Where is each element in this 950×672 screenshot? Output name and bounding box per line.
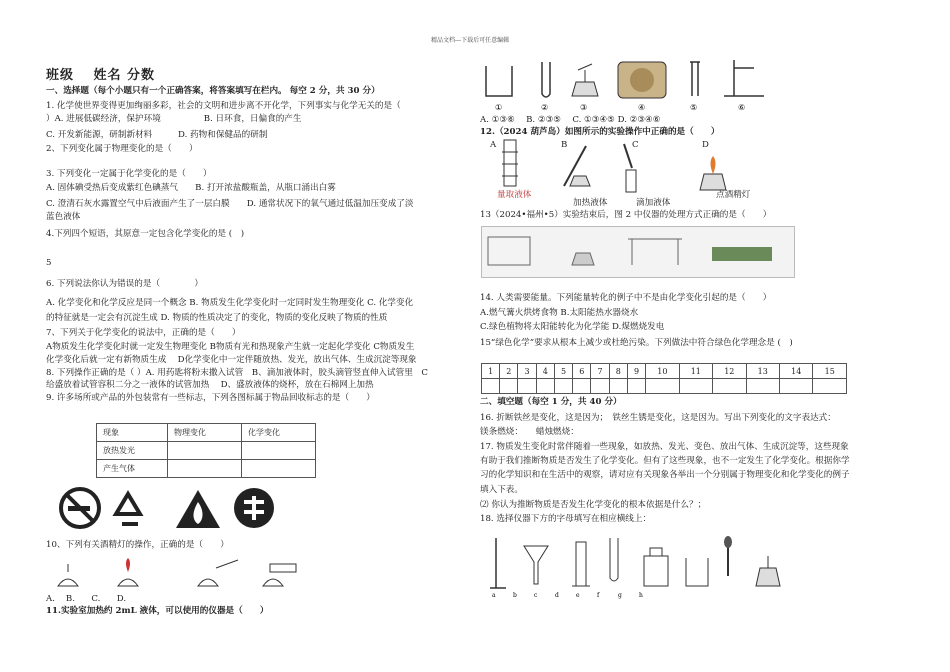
sign-icons	[58, 486, 278, 532]
answer-cell[interactable]	[591, 379, 609, 394]
dropper-icon	[624, 144, 636, 192]
q12-caption-d: 点酒精灯	[716, 190, 751, 200]
graduated-cylinder-icon	[502, 140, 518, 186]
fig-label: ⑤	[690, 103, 698, 112]
answer-num: 3	[518, 364, 536, 379]
apparatus-letter: g	[618, 592, 622, 599]
option-c[interactable]: C.	[91, 594, 101, 604]
table-header: 化学变化	[242, 424, 316, 442]
answer-num: 12	[713, 364, 746, 379]
funnel-icon	[524, 546, 548, 584]
option-a[interactable]: A.	[46, 594, 55, 604]
answer-cell[interactable]	[609, 379, 627, 394]
answer-num: 13	[746, 364, 779, 379]
q8-options-b: 给盛放着试管容积二分之一液体的试管加热 D、盛放液体的烧杯，放在石棉网上加热	[46, 380, 374, 390]
q2: 2、下列变化属于物理变化的是（ ）	[46, 144, 198, 154]
test-tube-holder-icon	[690, 62, 700, 96]
alcohol-lamp-figures	[48, 554, 318, 594]
answer-cell[interactable]	[482, 379, 500, 394]
apparatus-letter: f	[597, 592, 600, 599]
q6: 6. 下列说法你认为错误的是（ ）	[46, 279, 204, 289]
beaker-icon	[486, 66, 512, 96]
q7-options-a: A物质发生化学变化时就一定发生物理变化 B物质有光和热现象产生就一定起化学变化 C物质发生	[46, 342, 415, 352]
table-cell[interactable]	[242, 442, 316, 460]
iron-stand-icon	[724, 60, 764, 96]
table-cell[interactable]	[168, 460, 242, 478]
lab-apparatus-row	[478, 56, 778, 112]
heating-tube-icon	[564, 146, 590, 186]
q14-options-ab: A.燃气篝火烘烤食物 B.太阳能热水器烧水	[480, 308, 639, 318]
fig-label: ①	[495, 103, 503, 112]
answer-cell[interactable]	[713, 379, 746, 394]
q1-options-cd: C. 开发新能源，研制新材料 D. 药物和保健品的研制	[46, 130, 268, 140]
q17-d: 填入下表。	[480, 485, 523, 495]
q1: 1. 化学使世界变得更加绚丽多彩，社会的文明和进步离不开化学，下列事实与化学无关的是（	[46, 101, 401, 111]
q12-letter-a: A	[490, 140, 497, 150]
answer-num: 2	[500, 364, 518, 379]
option-d[interactable]: D.	[116, 594, 127, 604]
q10-options	[46, 594, 186, 605]
no-smoking-icon	[61, 489, 99, 527]
answer-num: 6	[573, 364, 591, 379]
q12-letter-d: D	[702, 140, 709, 150]
answer-cell[interactable]	[518, 379, 536, 394]
answer-num: 14	[779, 364, 812, 379]
recycle-icon	[116, 494, 140, 524]
q3: 3. 下列变化一定属于化学变化的是（ ）	[46, 169, 212, 179]
lamp-icon	[118, 558, 138, 586]
q3-options-ab: A. 固体碘受热后变成紫红色碘蒸气 B. 打开浓盐酸瓶盖，从瓶口涌出白雾	[46, 183, 336, 193]
fig-label: ⑥	[738, 103, 746, 112]
observation-table	[96, 423, 316, 478]
q3-option-d-cont: 蓝色液体	[46, 212, 81, 222]
answer-cell[interactable]	[646, 379, 679, 394]
water-save-icon	[234, 488, 274, 528]
answer-cell[interactable]	[500, 379, 518, 394]
q11: 11.实验室加热约 2mL 液体，可以使用的仪器是（ ）	[46, 606, 269, 616]
answer-num: 8	[609, 364, 627, 379]
q9: 9. 许多场所或产品的外包装常有一些标志，下列各图标属于物品回收标志的是（ ）	[46, 393, 375, 403]
page-header: 精品文档---下载后可任意编辑	[431, 37, 510, 44]
alcohol-lamp-icon	[756, 556, 780, 586]
answer-cell[interactable]	[813, 379, 847, 394]
q8: 8. 下列操作正确的是（ ）A. 用药匙将粉末撒入试管 B、滴加液体时，胶头滴管竖直伸入试管里 C	[46, 368, 428, 378]
apparatus-letter: h	[639, 592, 643, 599]
answer-num: 4	[536, 364, 554, 379]
q15: 15“绿色化学”要求从根本上减少或杜绝污染。下列做法中符合绿色化学理念是 ( )	[480, 338, 793, 348]
option-b[interactable]: B.	[65, 594, 75, 604]
q18: 18. 选择仪器下方的字母填写在相应横线上：	[480, 514, 652, 524]
answer-cell[interactable]	[536, 379, 554, 394]
answer-cell[interactable]	[627, 379, 645, 394]
fig-label: ④	[638, 103, 646, 112]
asbestos-gauze-icon	[618, 62, 666, 98]
lamp-icon	[263, 564, 296, 586]
table-header: 现象	[97, 424, 168, 442]
apparatus-letter: d	[555, 592, 559, 599]
q16-b: 镁条燃烧： 蜡烛燃烧：	[480, 427, 579, 437]
answer-cell[interactable]	[746, 379, 779, 394]
figure-2-image	[481, 226, 795, 278]
q14: 14. 人类需要能量。下列能量转化的例子中不是由化学变化引起的是（ ）	[480, 293, 772, 303]
q17-c: 习的化学知识和在生活中的观察，请对应有关现象各举出一个分别属于物理变化和化学变化的例子	[480, 470, 850, 480]
section2-heading: 二、填空题（每空 1 分，共 40 分）	[480, 397, 622, 407]
test-tube-icon	[542, 62, 550, 97]
q12-letter-b: B	[561, 140, 568, 150]
q5: 5	[46, 258, 52, 268]
answer-num: 7	[591, 364, 609, 379]
answer-num: 15	[813, 364, 847, 379]
q6-options-a: A. 化学变化和化学反应是同一个概念 B. 物质发生化学变化时一定同时发生物理变化 C. 化学变化	[46, 298, 414, 308]
table-header: 物理变化	[168, 424, 242, 442]
table-cell[interactable]	[242, 460, 316, 478]
table-row-label: 产生气体	[97, 460, 168, 478]
page-title: 班级 姓名 分数	[46, 68, 156, 83]
lamp-icon	[700, 156, 726, 190]
answer-cell[interactable]	[679, 379, 712, 394]
q12-caption-b: 加热液体	[573, 198, 608, 208]
q11-options: A. ①③⑥ B. ②③⑤ C. ①③④⑤ D. ②③④⑥	[480, 115, 661, 125]
apparatus-letter: e	[576, 592, 580, 599]
q12-caption-a: 量取液体	[497, 190, 532, 200]
apparatus-letter: c	[534, 592, 538, 599]
dropper-icon	[724, 536, 732, 576]
q12-letter-c: C	[632, 140, 639, 150]
q17-b: 有助于我们推断物质是否发生了化学变化。但有了这些现象，也不一定发生了化学变化。根据你学	[480, 456, 850, 466]
answer-num: 9	[627, 364, 645, 379]
answer-grid	[481, 363, 847, 394]
graduated-cylinder-icon	[572, 542, 590, 586]
alcohol-lamp-icon	[572, 64, 598, 96]
q12: 12.（2024 葫芦岛）如图所示的实验操作中正确的是（ ）	[480, 127, 720, 137]
q16: 16. 折断铁丝是变化，这是因为； 铁丝生锈是变化，这是因为。写出下列变化的文字表达式：	[480, 413, 836, 423]
q10: 10、下列有关酒精灯的操作，正确的是（ ）	[46, 540, 229, 550]
q18-letters	[486, 588, 666, 600]
q17-e: ⑵ 你认为推断物质是否发生化学变化的根本依据是什么？；	[480, 500, 707, 510]
q17: 17. 物质发生变化时常伴随着一些现象，如放热、发光、变色、放出气体、生成沉淀等，这些现象	[480, 442, 849, 452]
answer-num: 1	[482, 364, 500, 379]
q3-options-cd: C. 澄清石灰水露置空气中后液面产生了一层白膜 D. 通常状况下的氧气通过低温加压变成了淡	[46, 199, 414, 209]
table-row-label: 放热发光	[97, 442, 168, 460]
q18-apparatus	[486, 532, 786, 592]
q7-options-b: 化学变化后就一定有新物质生成 D化学变化中一定伴随放热、发光，放出气体、生成沉淀等现象	[46, 355, 417, 365]
flammable-icon	[176, 490, 220, 528]
apparatus-letter: a	[492, 592, 496, 599]
q14-options-cd: C.绿色植物将太阳能转化为化学能 D.煤燃烧发电	[480, 322, 665, 332]
apparatus-letter: b	[513, 592, 517, 599]
answer-cell[interactable]	[779, 379, 812, 394]
answer-num: 10	[646, 364, 679, 379]
lamp-icon	[198, 560, 238, 586]
q1-options-ab: ）A. 进展低碳经济，保护环境 B. 日环食，日偏食的产生	[46, 114, 302, 124]
test-tube-icon	[610, 538, 618, 581]
beaker-icon	[686, 558, 708, 586]
q12-caption-c: 滴加液体	[636, 198, 671, 208]
reagent-bottle-icon	[644, 548, 668, 586]
fig-label: ③	[580, 103, 588, 112]
answer-cell[interactable]	[573, 379, 591, 394]
section1-heading: 一、选择题（每个小题只有一个正确答案，将答案填写在栏内。 每空 2 分，共 30 分）	[46, 86, 380, 96]
q6-options-b: 的特征就是一定会有沉淀生成 D. 物质的性质决定了的变化，物质的变化反映了物质的性质	[46, 313, 388, 323]
fig-label: ②	[541, 103, 549, 112]
answer-num: 5	[554, 364, 572, 379]
q4: 4.下列四个短语，其原意一定包含化学变化的是 ( )	[46, 229, 245, 239]
table-cell[interactable]	[168, 442, 242, 460]
q13: 13（2024•福州•5）实验结束后，图 2 中仪器的处理方式正确的是（ ）	[480, 210, 772, 220]
q7: 7、下列关于化学变化的说法中，正确的是（ ）	[46, 328, 241, 338]
answer-num: 11	[679, 364, 712, 379]
lamp-icon	[58, 564, 78, 586]
iron-stand-icon	[490, 538, 506, 588]
answer-cell[interactable]	[554, 379, 572, 394]
